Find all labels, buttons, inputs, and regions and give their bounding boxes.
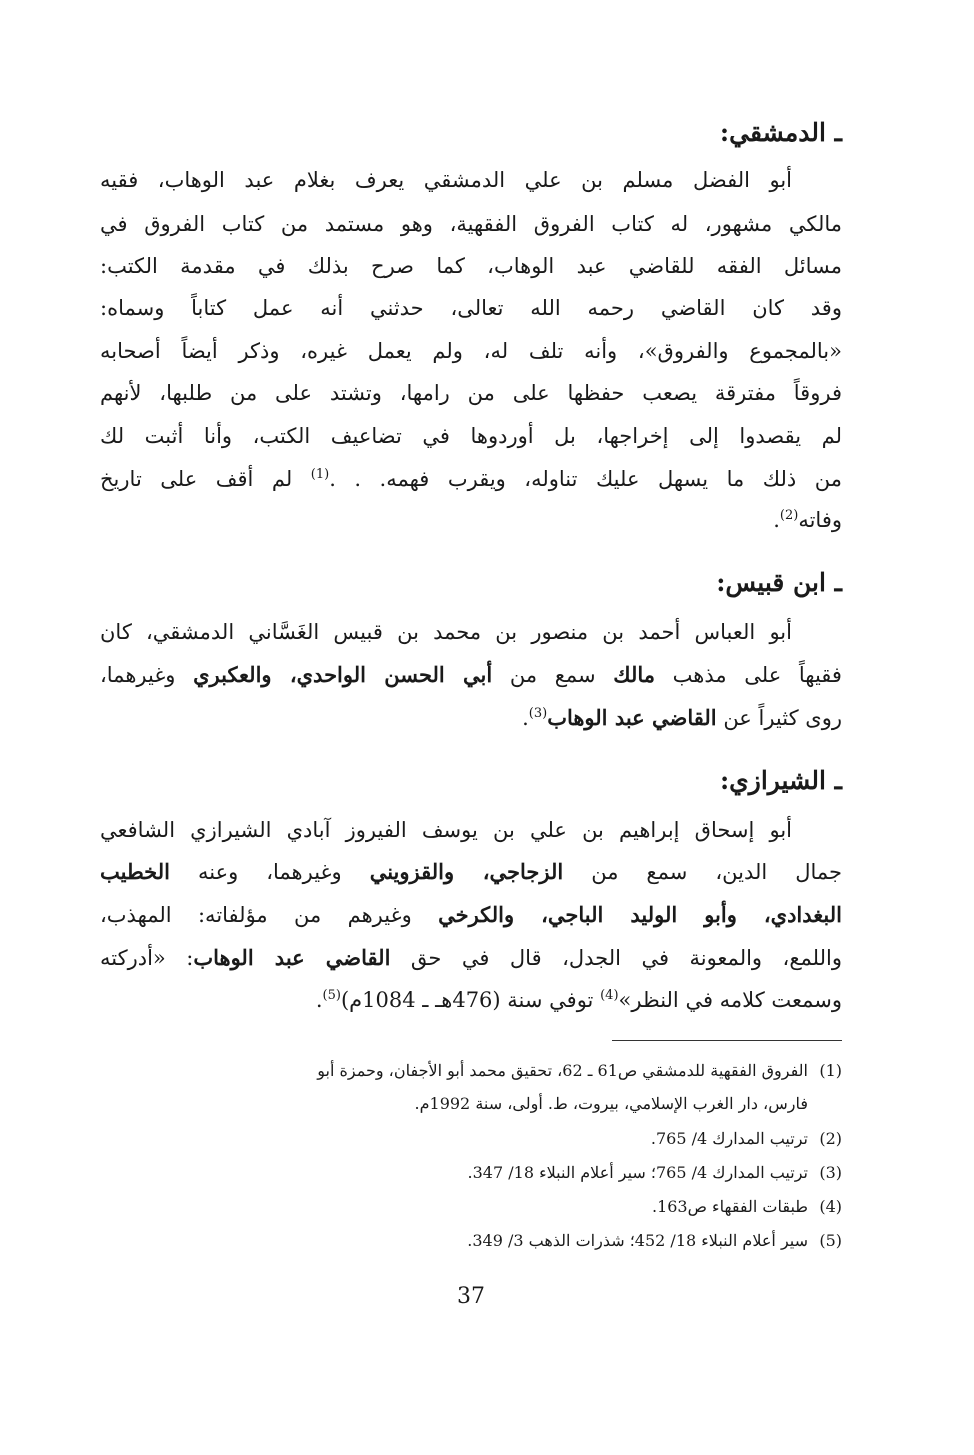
text-line-mixed	[100, 980, 842, 1020]
footnote-text: الفروق الفقهية للدمشقي ص61 ـ 62، تحقيق محمد أبو الأجفان، وحمزة أبو	[317, 1061, 808, 1080]
footnote-ref: (5)	[322, 988, 341, 1003]
text-segment: وسمعت كلامه في النظر»	[618, 988, 842, 1012]
footnote-ref: (1)	[310, 467, 330, 482]
page-number: 37	[457, 1284, 485, 1309]
bold-name: البغدادي، وأبو الوليد الباجي، والكرخي	[438, 902, 842, 927]
text-line-mixed	[100, 459, 842, 499]
text-line: مالكي مشهور، له كتاب الفروق الفقهية، وهو مستمد من كتاب الفروق في	[100, 212, 842, 236]
bold-name: الزجاجي، والقزويني	[369, 859, 564, 884]
footnote-number: (2)	[819, 1129, 842, 1148]
text-segment: لم أقف على تاريخ	[100, 467, 293, 491]
text-line-mixed	[100, 852, 842, 892]
text-line-mixed	[100, 500, 842, 540]
text-segment: سمع من	[509, 663, 596, 687]
text-line-mixed	[100, 655, 842, 695]
footnote-text: ترتيب المدارك 4/ 765.	[650, 1129, 808, 1148]
footnote-number: (5)	[819, 1231, 842, 1250]
section-heading-shirazi: ـ الشيرازي:	[719, 766, 842, 795]
text-segment: وفاته	[798, 508, 842, 532]
text-line: أبو الفضل مسلم بن علي الدمشقي يعرف بغلام عبد الوهاب، فقيه	[100, 168, 792, 192]
footnote-ref: (2)	[779, 508, 799, 523]
text-line: مسائل الفقه للقاضي عبد الوهاب، كما صرح بذلك في مقدمة الكتب:	[100, 254, 842, 278]
text-segment: توفي سنة (476هـ ـ 1084م)	[340, 988, 594, 1012]
footnote-number: (4)	[819, 1197, 842, 1216]
text-segment: من ذلك ما يسهل عليك تناوله، ويقرب فهمه. . .	[329, 467, 842, 491]
bold-name: مالك	[613, 662, 656, 687]
bold-name: أبي الحسن الواحدي، والعكبري	[193, 662, 493, 687]
text-segment: .	[522, 706, 529, 730]
text-segment: .	[315, 988, 323, 1012]
footnote-1	[100, 1056, 842, 1086]
footnote-4	[100, 1192, 842, 1222]
text-segment: فقيهاً على مذهب	[672, 663, 842, 687]
footnote-5	[100, 1226, 842, 1256]
footnote-text: طبقات الفقهاء ص163.	[651, 1197, 808, 1216]
footnote-divider	[612, 1040, 842, 1041]
section-heading-dimashqi: ـ الدمشقي:	[719, 118, 842, 147]
page-body	[100, 0, 842, 1455]
footnote-text: ترتيب المدارك 4/ 765؛ سير أعلام النبلاء 18/ 347.	[467, 1163, 808, 1182]
bold-name: القاضي عبد الوهاب	[547, 705, 717, 730]
text-line: وقد كان القاضي رحمه الله تعالى، حدثني أنه عمل كتاباً وسماه:	[100, 296, 842, 320]
text-segment: وغيرهما، وعنه	[197, 860, 342, 884]
footnote-2	[100, 1124, 842, 1154]
text-segment: واللمع، والمعونة في الجدل، قال في حق	[410, 946, 842, 970]
footnote-number: (1)	[819, 1061, 842, 1080]
text-line-mixed	[100, 698, 842, 738]
footnote-number: (3)	[819, 1163, 842, 1182]
text-segment: جمال الدين، سمع من	[591, 860, 842, 884]
text-line: «بالمجموع والفروق»، وأنه تلف له، ولم يعمل غيره، وذكر أيضاً أصحابه	[100, 339, 842, 363]
text-segment: : «أدركته	[100, 946, 194, 970]
text-line: فروقاً مفترقة يصعب حفظها على من رامها، وتشتد على من طلبها، لأنهم	[100, 381, 842, 405]
text-segment: روى كثيراً عن	[723, 706, 842, 730]
text-segment: .	[773, 508, 780, 532]
footnote-1-continuation: فارس، دار الغرب الإسلامي، بيروت، ط. أولى، سنة 1992م.	[414, 1094, 808, 1113]
bold-name: القاضي عبد الوهاب	[193, 945, 391, 970]
text-line: أبو العباس أحمد بن منصور بن محمد بن قبيس الغَسَّاني الدمشقي، كان	[100, 620, 792, 644]
footnote-ref: (3)	[528, 706, 548, 721]
footnote-text: سير أعلام النبلاء 18/ 452؛ شذرات الذهب 3/ 349.	[467, 1231, 808, 1250]
section-heading-ibn-qubays: ـ ابن قبيس:	[716, 568, 842, 597]
text-line-mixed	[100, 938, 842, 978]
text-line: لم يقصدوا إلى إخراجها، بل أوردوها في تضاعيف الكتب، وأنا أثبت لك	[100, 424, 842, 448]
text-segment: وغيرهما،	[100, 663, 176, 687]
text-line: أبو إسحاق إبراهيم بن علي بن يوسف الفيروز آبادي الشيرازي الشافعي	[100, 818, 792, 842]
bold-name: الخطيب	[100, 859, 170, 884]
text-segment: وغيرهم من مؤلفاته: المهذب،	[100, 903, 412, 927]
footnote-ref: (4)	[600, 988, 619, 1003]
text-line-mixed	[100, 895, 842, 935]
footnote-3	[100, 1158, 842, 1188]
